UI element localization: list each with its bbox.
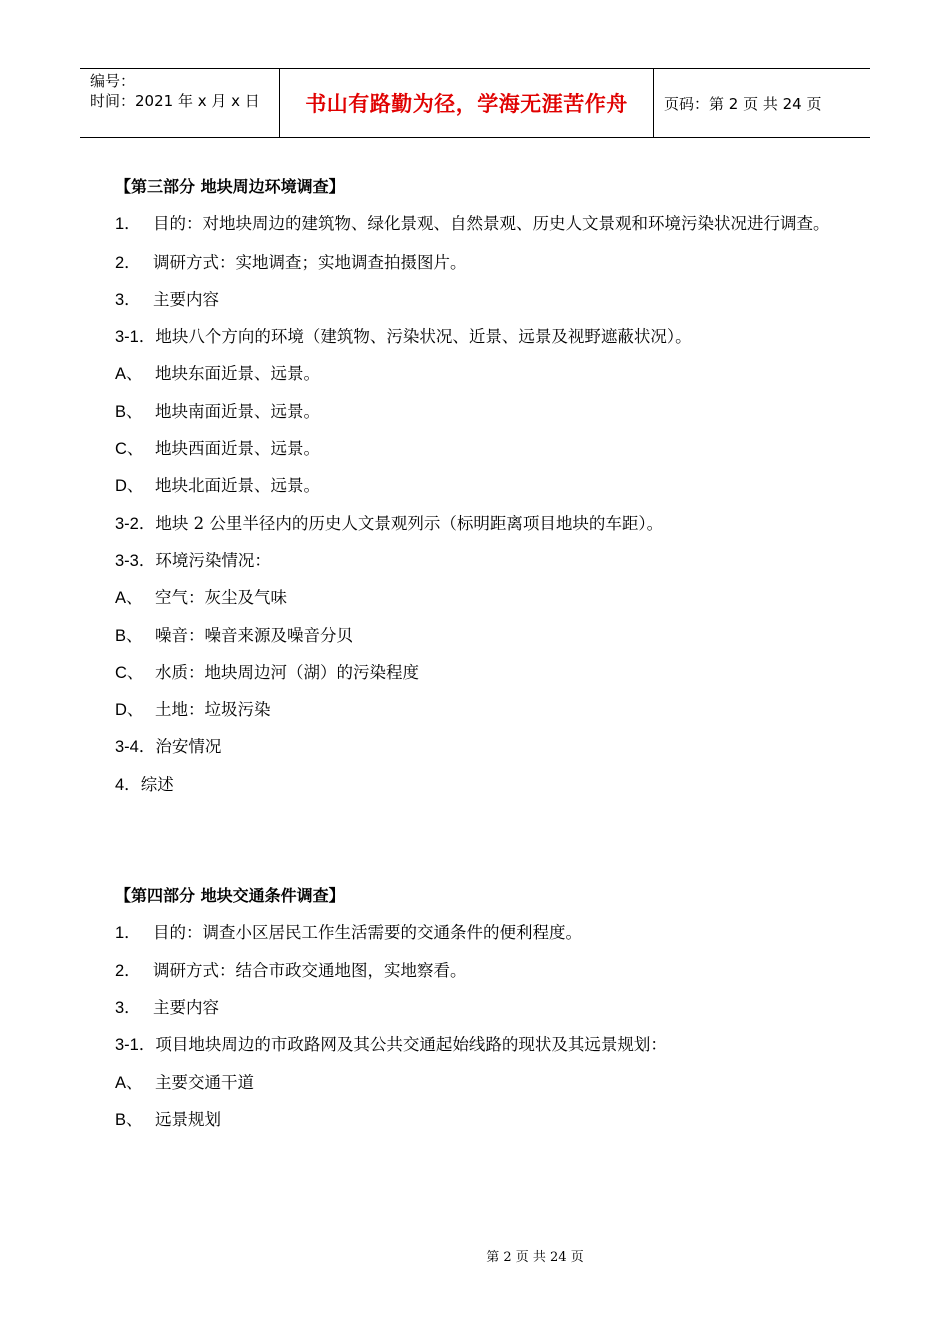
- section4-item-a: [115, 1064, 845, 1101]
- page-footer: 第 2 页 共 24 页: [486, 1250, 584, 1265]
- section3-item-noise: [115, 617, 845, 654]
- section3-item-prefix: 2．: [115, 253, 141, 272]
- section4-item-b: [115, 1101, 845, 1138]
- section4-item-prefix: 1．: [115, 924, 141, 943]
- section3-item-3-3: [115, 542, 845, 579]
- section3-item-text: 地块南面近景、远景。: [155, 401, 320, 421]
- section3-item-3-2: [115, 505, 845, 542]
- section3-item-c: [115, 430, 845, 467]
- section4-item-3: [115, 989, 845, 1026]
- document-time-label: 时间：2021 年 x 月 x 日: [90, 92, 260, 110]
- section-gap: [115, 803, 845, 877]
- section3-item-a: [115, 355, 845, 392]
- section3-item-text: 调研方式：实地调查；实地调查拍摄图片。: [153, 252, 467, 272]
- section3-item-prefix: 3-3．: [115, 551, 156, 570]
- section3-item-prefix: D、: [115, 701, 144, 720]
- section3-item-land: [115, 691, 845, 728]
- section3-item-1: [115, 205, 845, 243]
- section3-item-prefix: 3-4．: [115, 738, 156, 757]
- section3-item-text: 地块北面近景、远景。: [155, 476, 320, 496]
- document-number-label: 编号：: [90, 72, 136, 90]
- section4-item-prefix: 3．: [115, 998, 141, 1017]
- section4-title: 【第四部分 地块交通条件调查】: [115, 886, 345, 906]
- section3-item-water: [115, 654, 845, 691]
- document-body: [115, 168, 845, 1138]
- section3-item-prefix: 3-1．: [115, 328, 156, 347]
- section3-item-text: 空气：灰尘及气味: [155, 588, 287, 608]
- section3-item-text: 水质：地块周边河（湖）的污染程度: [155, 662, 419, 682]
- section3-item-3-4: [115, 728, 845, 765]
- section3-item-text: 地块西面近景、远景。: [155, 439, 320, 459]
- section3-item-text: 治安情况: [155, 737, 222, 757]
- section3-item-prefix: 3．: [115, 290, 141, 309]
- section3-item-2: [115, 244, 845, 281]
- section3-item-air: [115, 579, 845, 616]
- section4-item-prefix: 2．: [115, 961, 141, 980]
- section3-item-prefix: 4．: [115, 775, 141, 794]
- section3-item-3-1: [115, 318, 845, 355]
- header-meta: [80, 69, 280, 137]
- section3-item-b: [115, 393, 845, 430]
- section3-item-text: 主要内容: [153, 289, 219, 309]
- section3-item-3: [115, 281, 845, 318]
- section3-item-text: 土地：垃圾污染: [155, 700, 271, 720]
- section3-item-text: 地块八个方向的环境（建筑物、污染状况、近景、远景及视野遮蔽状况）。: [155, 327, 692, 347]
- section3-item-prefix: B、: [115, 402, 143, 421]
- section4-item-prefix: A、: [115, 1073, 143, 1092]
- section4-item-prefix: 3-1．: [115, 1036, 156, 1055]
- section4-item-2: [115, 952, 845, 989]
- header-page-info: 页码：第 2 页 共 24 页: [664, 94, 822, 113]
- section3-item-prefix: A、: [115, 589, 143, 608]
- header-motto: 书山有路勤为径，学海无涯苦作舟: [280, 69, 654, 137]
- section3-item-prefix: 1．: [115, 215, 141, 234]
- section3-title: 【第三部分 地块周边环境调查】: [115, 177, 345, 196]
- section4-item-text: 主要内容: [153, 997, 219, 1017]
- section3-item-text: 综述: [140, 774, 174, 794]
- section3-item-text: 目的：对地块周边的建筑物、绿化景观、自然景观、历史人文景观和环境污染状况进行调查。: [153, 214, 830, 234]
- document-header: [80, 68, 870, 138]
- section3-item-prefix: C、: [115, 663, 144, 682]
- section4-item-3-1: [115, 1026, 845, 1063]
- section3-item-prefix: C、: [115, 440, 144, 459]
- section3-item-text: 噪音：噪音来源及噪音分贝: [155, 625, 353, 645]
- section3-item-d: [115, 467, 845, 504]
- section3-item-prefix: A、: [115, 365, 143, 384]
- section4-item-prefix: B、: [115, 1110, 143, 1129]
- section4-item-1: [115, 914, 845, 951]
- section4-item-text: 项目地块周边的市政路网及其公共交通起始线路的现状及其远景规划：: [155, 1035, 667, 1055]
- section4-item-text: 远景规划: [155, 1109, 221, 1129]
- section4-item-text: 主要交通干道: [155, 1072, 254, 1092]
- section3-item-prefix: 3-2．: [115, 514, 156, 533]
- section3-item-prefix: D、: [115, 477, 144, 496]
- section3-item-prefix: B、: [115, 626, 143, 645]
- section3-item-4: [115, 766, 845, 803]
- section3-item-text: 地块 2 公里半径内的历史人文景观列示（标明距离项目地块的车距）。: [155, 513, 664, 533]
- section4-item-text: 调研方式：结合市政交通地图，实地察看。: [153, 960, 467, 980]
- section3-item-text: 环境污染情况：: [155, 550, 271, 570]
- section4-item-text: 目的：调查小区居民工作生活需要的交通条件的便利程度。: [153, 923, 582, 943]
- section3-item-text: 地块东面近景、远景。: [155, 364, 320, 384]
